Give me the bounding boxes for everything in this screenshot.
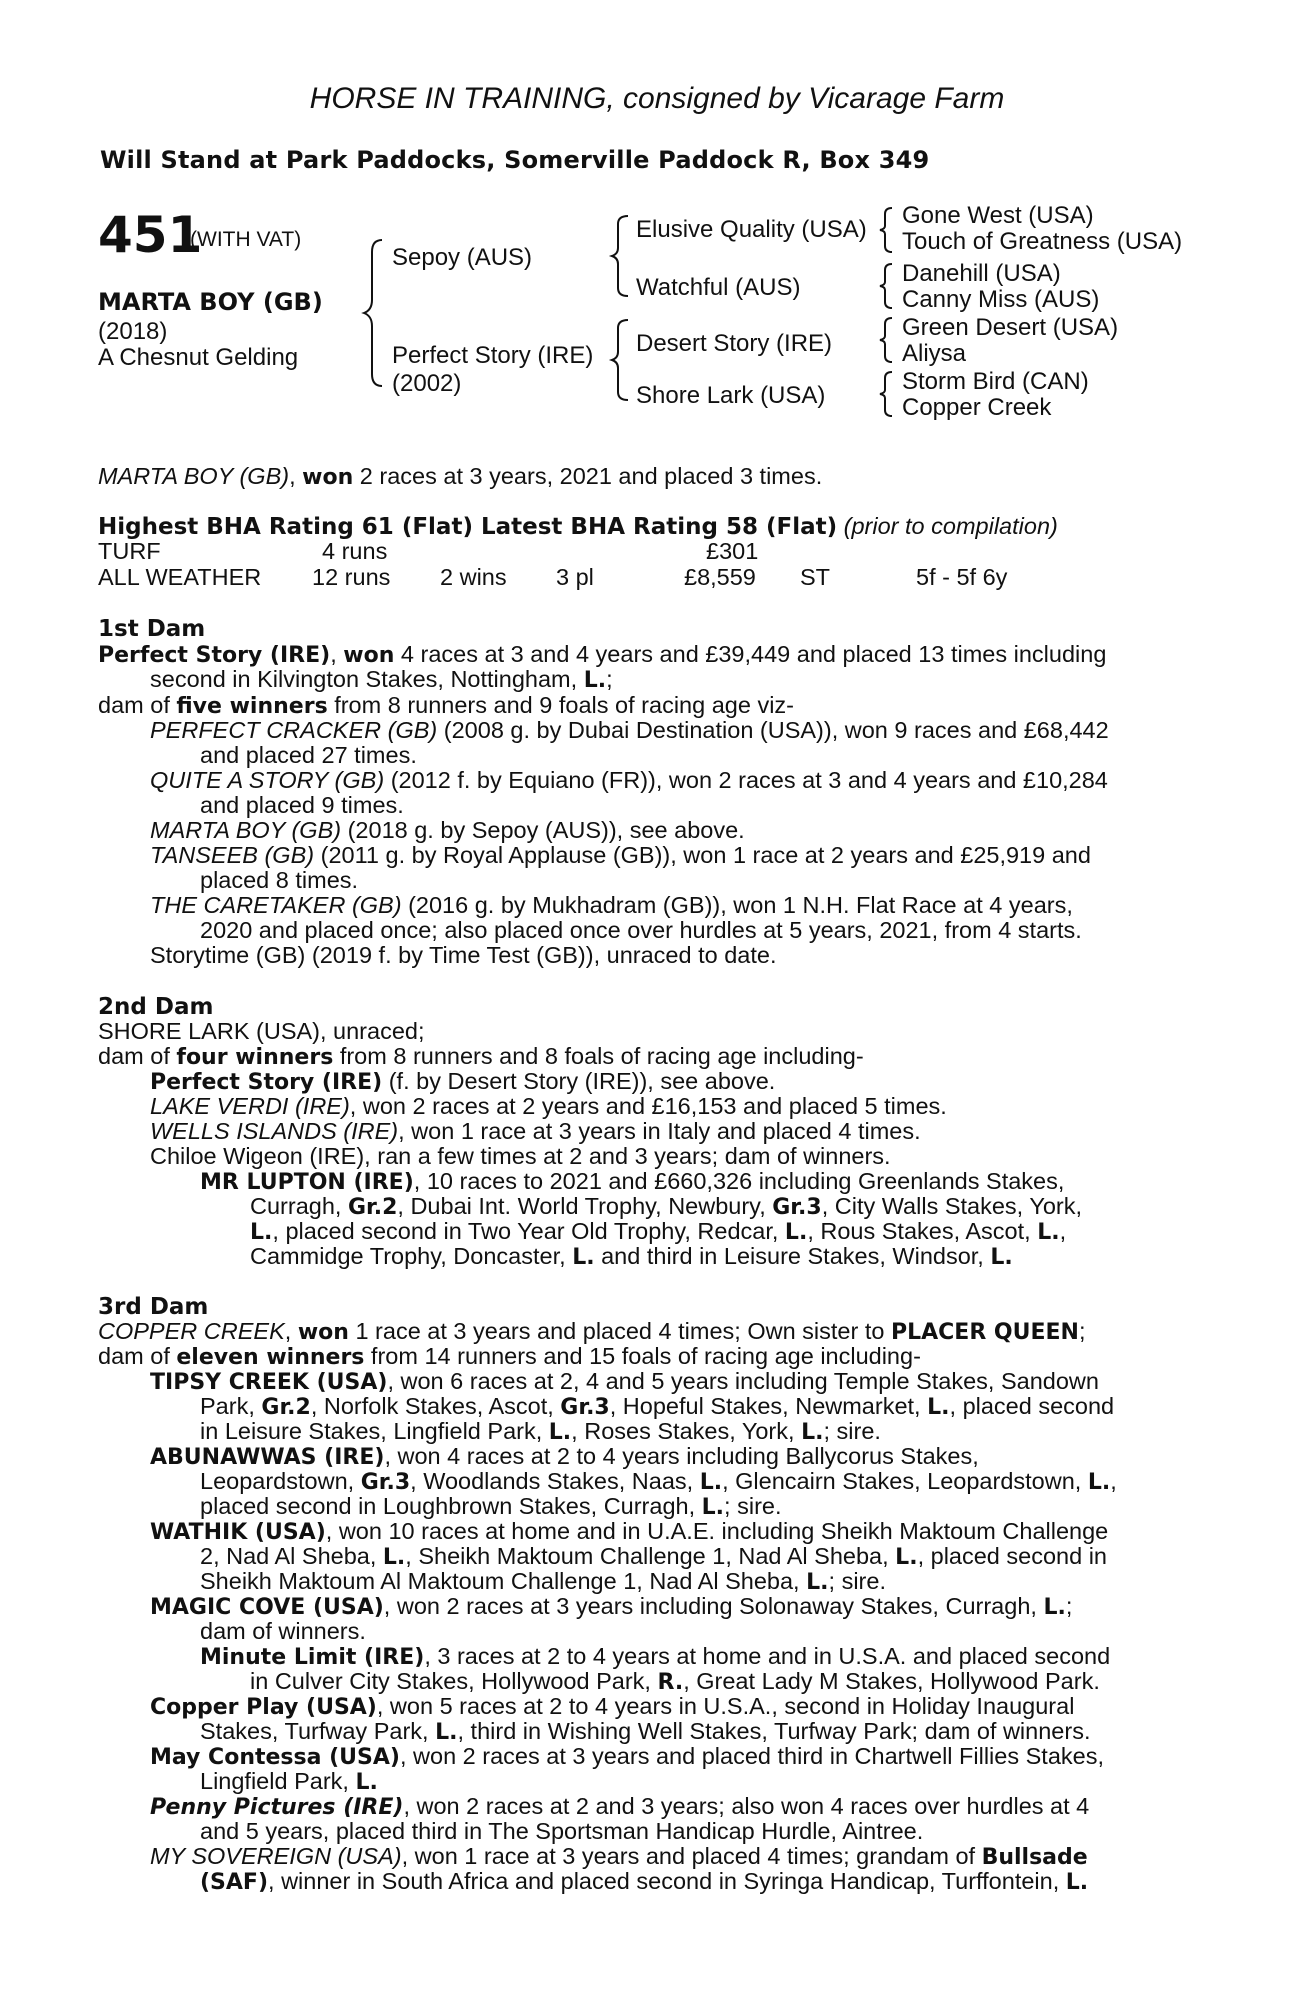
- produce-penny-pictures-2: and 5 years, placed third in The Sportsman Handicap Hurdle, Aintree.: [200, 1818, 924, 1844]
- produce-my-sovereign-2: (SAF), winner in South Africa and placed second in Syringa Handicap, Turffontein, L.: [200, 1868, 1089, 1895]
- produce-minute-limit: Minute Limit (IRE), 3 races at 2 to 4 years at home and in U.S.A. and placed second: [200, 1643, 1111, 1670]
- bha-rating: [98, 514, 1058, 541]
- horse-year: (2018): [98, 318, 168, 345]
- race-record: MARTA BOY (GB), won 2 races at 3 years, 2021 and placed 3 times.: [98, 463, 823, 490]
- pedigree-ss: Elusive Quality (USA): [636, 216, 867, 243]
- turf-prize: £301: [706, 538, 759, 564]
- lot-number: 451: [98, 206, 203, 264]
- aw-distance: 5f - 5f 6y: [916, 564, 1008, 590]
- pedigree-sds: Danehill (USA): [902, 260, 1061, 287]
- produce-perfect-story: Perfect Story (IRE) (f. by Desert Story (IRE)), see above.: [150, 1068, 776, 1095]
- produce-wathik-3: Sheikh Maktoum Al Maktoum Challenge 1, Nad Al Sheba, L.; sire.: [200, 1568, 886, 1595]
- produce-magic-cove-2: dam of winners.: [200, 1618, 366, 1644]
- produce-the-caretaker: THE CARETAKER (GB) (2016 g. by Mukhadram (GB)), won 1 N.H. Flat Race at 4 years,: [150, 892, 1073, 918]
- produce-wathik-2: 2, Nad Al Sheba, L., Sheikh Maktoum Challenge 1, Nad Al Sheba, L., placed second in: [200, 1543, 1107, 1570]
- pedigree-brace-ds: [876, 316, 898, 364]
- pedigree-sdd: Canny Miss (AUS): [902, 286, 1100, 313]
- pedigree-dd: Shore Lark (USA): [636, 382, 826, 409]
- horse-description: A Chesnut Gelding: [98, 344, 299, 371]
- produce-wathik: WATHIK (USA), won 10 races at home and in U.A.E. including Sheikh Maktoum Challenge: [150, 1518, 1109, 1545]
- first-dam-line: Perfect Story (IRE), won 4 races at 3 and 4 years and £39,449 and placed 13 times including: [98, 641, 1107, 668]
- produce-storytime: Storytime (GB) (2019 f. by Time Test (GB)), unraced to date.: [150, 942, 777, 968]
- first-dam-line2: second in Kilvington Stakes, Nottingham, L.;: [150, 666, 613, 693]
- catalogue-title: HORSE IN TRAINING, consigned by Vicarage Farm: [309, 82, 1005, 115]
- aw-label: ALL WEATHER: [98, 564, 262, 590]
- race-record-won: won: [302, 465, 354, 490]
- produce-tipsy-creek-3: in Leisure Stakes, Lingfield Park, L., Roses Stakes, York, L.; sire.: [200, 1418, 881, 1445]
- pedigree-brace-sire: [608, 214, 634, 298]
- pedigree-ddd: Copper Creek: [902, 394, 1052, 421]
- produce-quite-a-story: QUITE A STORY (GB) (2012 f. by Equiano (FR)), won 2 races at 3 and 4 years and £10,284: [150, 767, 1108, 793]
- produce-lake-verdi: LAKE VERDI (IRE), won 2 races at 2 years and £16,153 and placed 5 times.: [150, 1093, 947, 1119]
- aw-runs: 12 runs: [312, 564, 391, 590]
- produce-the-caretaker-2: 2020 and placed once; also placed once over hurdles at 5 years, 2021, from 4 starts.: [200, 917, 1082, 943]
- produce-copper-play: Copper Play (USA), won 5 races at 2 to 4 years in U.S.A., second in Holiday Inaugural: [150, 1693, 1075, 1720]
- pedigree-brace-ss: [876, 206, 898, 254]
- pedigree-brace-dd: [876, 370, 898, 418]
- first-dam-heading: 1st Dam: [98, 616, 206, 642]
- second-dam-produce: dam of four winners from 8 runners and 8 foals of racing age including-: [98, 1043, 864, 1070]
- pedigree-dds: Storm Bird (CAN): [902, 368, 1089, 395]
- produce-chiloe-wigeon: Chiloe Wigeon (IRE), ran a few times at 2 and 3 years; dam of winners.: [150, 1143, 891, 1169]
- race-record-text: 2 races at 3 years, 2021 and placed 3 times.: [353, 463, 823, 489]
- pedigree-dsd: Aliysa: [902, 340, 967, 367]
- turf-label: TURF: [98, 538, 161, 564]
- pedigree-brace-main: [360, 238, 390, 388]
- pedigree-dss: Green Desert (USA): [902, 314, 1119, 341]
- produce-quite-a-story-2: and placed 9 times.: [200, 792, 404, 818]
- produce-marta-boy: MARTA BOY (GB) (2018 g. by Sepoy (AUS)), see above.: [150, 817, 745, 843]
- produce-abunawwas-2: Leopardstown, Gr.3, Woodlands Stakes, Naas, L., Glencairn Stakes, Leopardstown, L.,: [200, 1468, 1117, 1495]
- third-dam-heading: 3rd Dam: [98, 1294, 209, 1320]
- produce-my-sovereign: MY SOVEREIGN (USA), won 1 race at 3 years and placed 4 times; grandam of Bullsade: [150, 1843, 1088, 1870]
- produce-abunawwas: ABUNAWWAS (IRE), won 4 races at 2 to 4 years including Ballycorus Stakes,: [150, 1443, 979, 1470]
- produce-tanseeb: TANSEEB (GB) (2011 g. by Royal Applause (GB)), won 1 race at 2 years and £25,919 and: [150, 842, 1091, 868]
- pedigree-dam-year: (2002): [392, 370, 462, 397]
- stand-location: Will Stand at Park Paddocks, Somerville Paddock R, Box 349: [100, 146, 930, 174]
- produce-perfect-cracker: PERFECT CRACKER (GB) (2008 g. by Dubai Destination (USA)), won 9 races and £68,442: [150, 717, 1109, 743]
- race-record-name: MARTA BOY (GB): [98, 463, 290, 489]
- aw-prize: £8,559: [684, 564, 756, 590]
- pedigree-sss: Gone West (USA): [902, 202, 1094, 229]
- produce-may-contessa: May Contessa (USA), won 2 races at 3 years and placed third in Chartwell Fillies Stakes,: [150, 1743, 1104, 1770]
- produce-wells-islands: WELLS ISLANDS (IRE), won 1 race at 3 years in Italy and placed 4 times.: [150, 1118, 921, 1144]
- produce-mr-lupton: MR LUPTON (IRE), 10 races to 2021 and £660,326 including Greenlands Stakes,: [200, 1168, 1065, 1195]
- second-dam-line: SHORE LARK (USA), unraced;: [98, 1018, 425, 1044]
- bha-rating-prior: (prior to compilation): [843, 513, 1058, 539]
- produce-mr-lupton-3: L., placed second in Two Year Old Trophy, Redcar, L., Rous Stakes, Ascot, L.,: [250, 1218, 1067, 1245]
- vat-note: (WITH VAT): [190, 228, 302, 251]
- pedigree-brace-sd: [876, 262, 898, 310]
- produce-minute-limit-2: in Culver City Stakes, Hollywood Park, R., Great Lady M Stakes, Hollywood Park.: [250, 1668, 1100, 1695]
- third-dam-produce: dam of eleven winners from 14 runners and 15 foals of racing age including-: [98, 1343, 921, 1370]
- pedigree-sd: Watchful (AUS): [636, 274, 801, 301]
- produce-mr-lupton-2: Curragh, Gr.2, Dubai Int. World Trophy, Newbury, Gr.3, City Walls Stakes, York,: [250, 1193, 1083, 1220]
- pedigree-brace-dam: [608, 318, 634, 402]
- produce-mr-lupton-4: Cammidge Trophy, Doncaster, L. and third in Leisure Stakes, Windsor, L.: [250, 1243, 1013, 1270]
- produce-perfect-cracker-2: and placed 27 times.: [200, 742, 417, 768]
- horse-name: MARTA BOY (GB): [98, 288, 323, 316]
- produce-tanseeb-2: placed 8 times.: [200, 867, 359, 893]
- aw-surface: ST: [800, 564, 831, 590]
- produce-may-contessa-2: Lingfield Park, L.: [200, 1768, 378, 1795]
- produce-tipsy-creek-2: Park, Gr.2, Norfolk Stakes, Ascot, Gr.3, Hopeful Stakes, Newmarket, L., placed second: [200, 1393, 1115, 1420]
- turf-runs: 4 runs: [322, 538, 388, 564]
- first-dam-produce: dam of five winners from 8 runners and 9 foals of racing age viz-: [98, 692, 794, 719]
- bha-rating-text: Highest BHA Rating 61 (Flat) Latest BHA Rating 58 (Flat): [98, 514, 838, 540]
- pedigree-ds: Desert Story (IRE): [636, 330, 833, 357]
- produce-penny-pictures: Penny Pictures (IRE), won 2 races at 2 and 3 years; also won 4 races over hurdles at 4: [150, 1793, 1090, 1820]
- aw-wins: 2 wins: [440, 564, 507, 590]
- second-dam-heading: 2nd Dam: [98, 994, 214, 1020]
- third-dam-line: COPPER CREEK, won 1 race at 3 years and placed 4 times; Own sister to PLACER QUEEN;: [98, 1318, 1086, 1345]
- produce-copper-play-2: Stakes, Turfway Park, L., third in Wishing Well Stakes, Turfway Park; dam of winners.: [200, 1718, 1091, 1745]
- pedigree-dam: Perfect Story (IRE): [392, 342, 594, 369]
- produce-magic-cove: MAGIC COVE (USA), won 2 races at 3 years including Solonaway Stakes, Curragh, L.;: [150, 1593, 1073, 1620]
- pedigree-sire: Sepoy (AUS): [392, 244, 533, 271]
- aw-placed: 3 pl: [556, 564, 594, 590]
- produce-abunawwas-3: placed second in Loughbrown Stakes, Curragh, L.; sire.: [200, 1493, 782, 1520]
- pedigree-ssd: Touch of Greatness (USA): [902, 228, 1183, 255]
- produce-tipsy-creek: TIPSY CREEK (USA), won 6 races at 2, 4 and 5 years including Temple Stakes, Sandown: [150, 1368, 1099, 1395]
